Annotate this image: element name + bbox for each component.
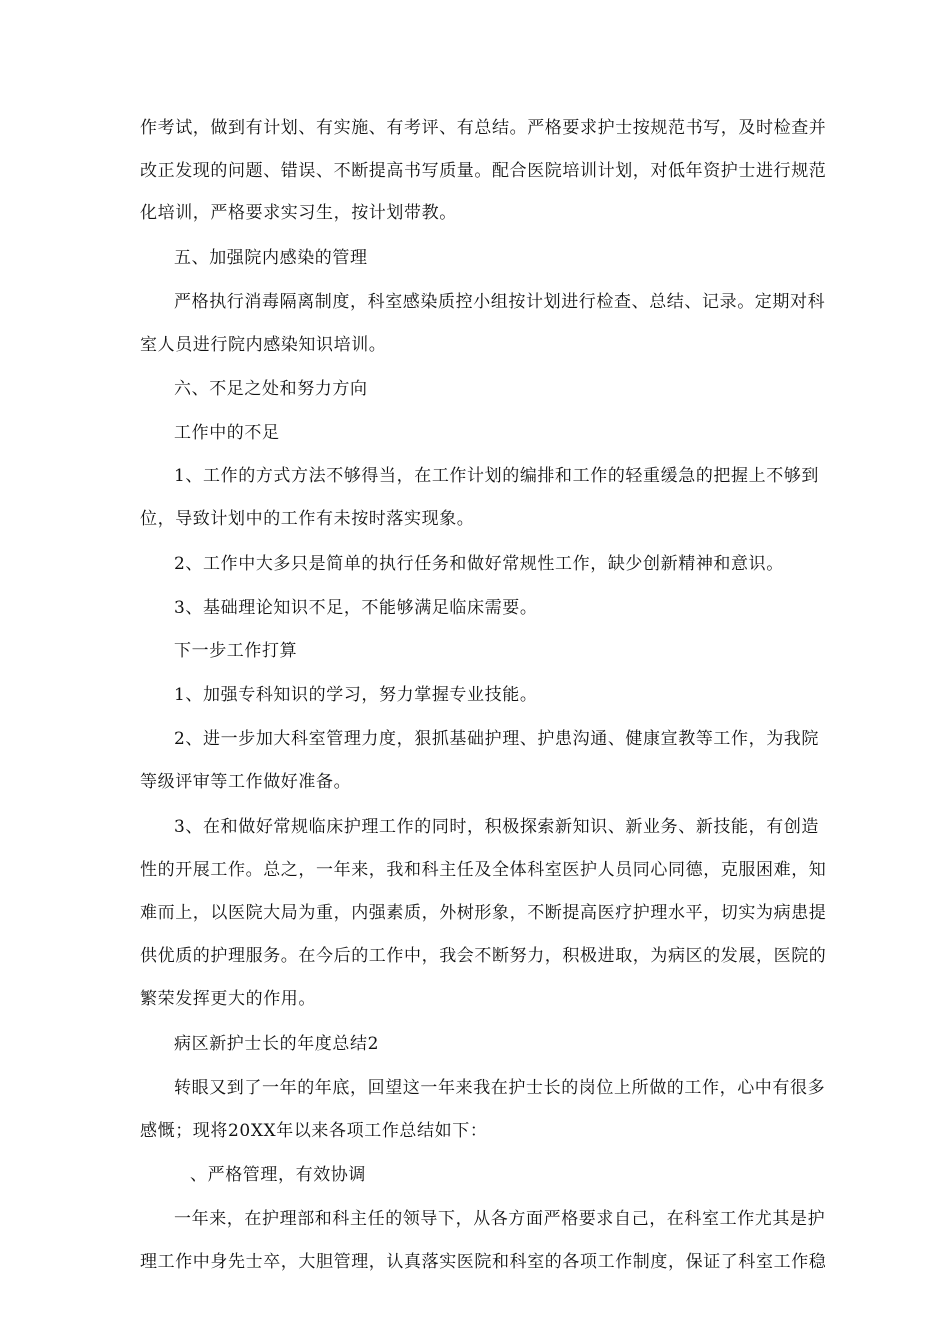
list-item: 2、进一步加大科室管理力度，狠抓基础护理、护患沟通、健康宣教等工作，为我院 <box>174 729 820 749</box>
list-item-continuation: 等级评审等工作做好准备。 <box>140 772 352 792</box>
paragraph-line: 感慨；现将20XX年以来各项工作总结如下： <box>140 1121 488 1141</box>
section-heading: 五、加强院内感染的管理 <box>174 248 368 268</box>
paragraph-line: 室人员进行院内感染知识培训。 <box>140 335 387 355</box>
list-item-continuation: 性的开展工作。总之，一年来，我和科主任及全体科室医护人员同心同德，克服困难，知 <box>140 860 827 880</box>
paragraph-line: 理工作中身先士卒，大胆管理，认真落实医院和科室的各项工作制度，保证了科室工作稳 <box>140 1252 827 1272</box>
paragraph-line: 作考试，做到有计划、有实施、有考评、有总结。严格要求护士按规范书写，及时检查并 <box>140 118 827 138</box>
subheading: 工作中的不足 <box>174 423 280 443</box>
subheading: 下一步工作打算 <box>174 641 298 661</box>
list-item-continuation: 供优质的护理服务。在今后的工作中，我会不断努力，积极进取，为病区的发展，医院的 <box>140 946 827 966</box>
list-item-continuation: 繁荣发挥更大的作用。 <box>140 989 316 1009</box>
paragraph-line: 改正发现的问题、错误、不断提高书写质量。配合医院培训计划，对低年资护士进行规范 <box>140 161 827 181</box>
section-title: 病区新护士长的年度总结2 <box>174 1034 380 1054</box>
list-item-continuation: 位，导致计划中的工作有未按时落实现象。 <box>140 509 475 529</box>
list-item: 1、工作的方式方法不够得当，在工作计划的编排和工作的轻重缓急的把握上不够到 <box>174 466 820 486</box>
section-heading: 、严格管理，有效协调 <box>190 1165 366 1185</box>
paragraph-line: 严格执行消毒隔离制度，科室感染质控小组按计划进行检查、总结、记录。定期对科 <box>174 292 826 312</box>
list-item: 2、工作中大多只是简单的执行任务和做好常规性工作，缺少创新精神和意识。 <box>174 554 784 574</box>
paragraph-line: 转眼又到了一年的年底，回望这一年来我在护士长的岗位上所做的工作，心中有很多 <box>174 1078 826 1098</box>
list-item-continuation: 难而上，以医院大局为重，内强素质，外树形象，不断提高医疗护理水平，切实为病患提 <box>140 903 827 923</box>
paragraph-line: 一年来，在护理部和科主任的领导下，从各方面严格要求自己，在科室工作尤其是护 <box>174 1209 826 1229</box>
list-item: 3、在和做好常规临床护理工作的同时，积极探索新知识、新业务、新技能，有创造 <box>174 817 820 837</box>
section-heading: 六、不足之处和努力方向 <box>174 379 368 399</box>
list-item: 1、加强专科知识的学习，努力掌握专业技能。 <box>174 685 538 705</box>
list-item: 3、基础理论知识不足，不能够满足临床需要。 <box>174 598 538 618</box>
paragraph-line: 化培训，严格要求实习生，按计划带教。 <box>140 203 457 223</box>
